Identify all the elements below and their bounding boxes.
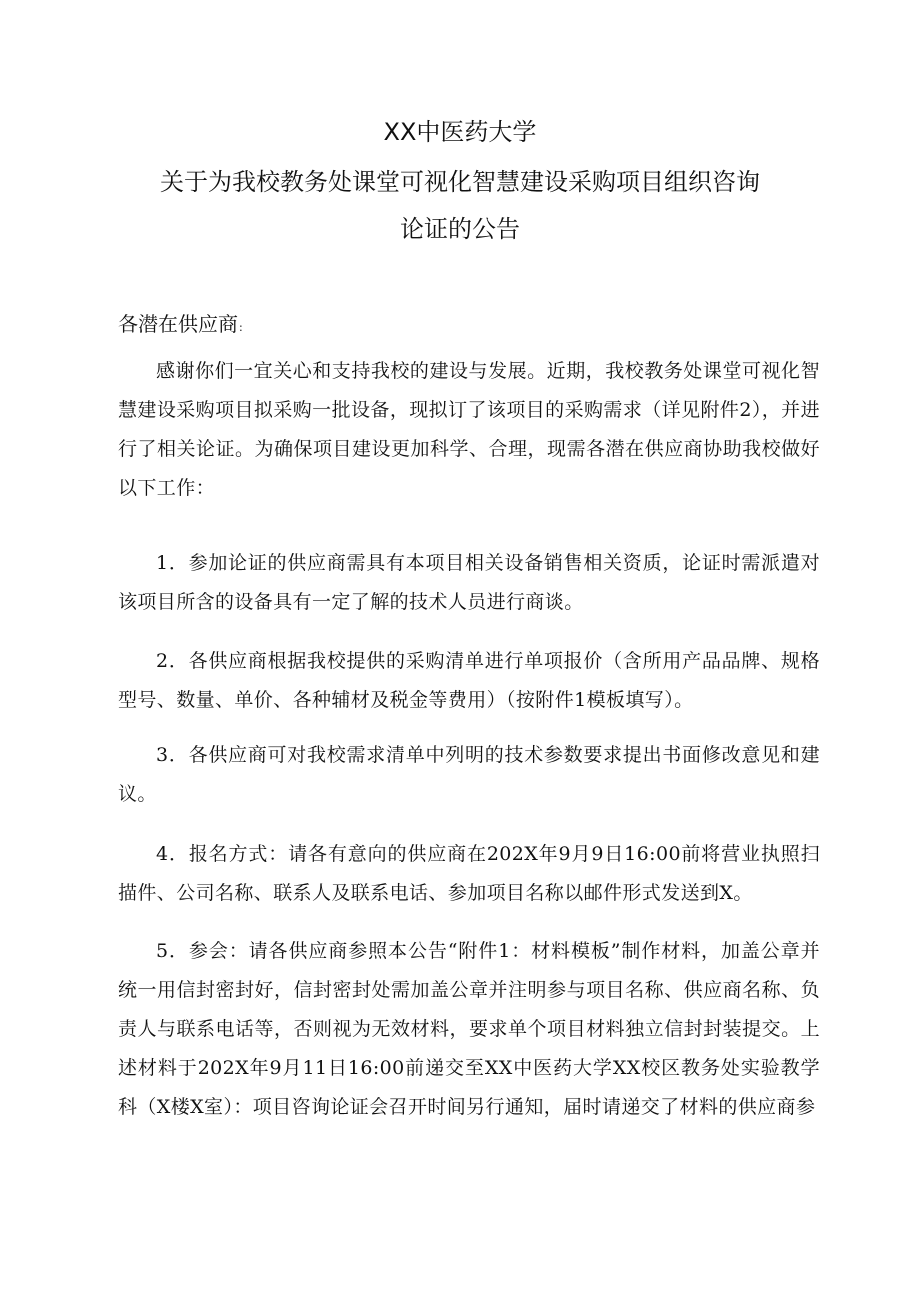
paragraph-item-2: 2．各供应商根据我校提供的采购清单进行单项报价（含所用产品品牌、规格型号、数量、单价、各种辅材及税金等费用）（按附件1模板填写）。 [118, 650, 820, 711]
salutation-colon: : [239, 321, 243, 334]
paragraph-item-4: 4．报名方式：请各有意向的供应商在202X年9月9日16:00前将营业执照扫描件、公司名称、联系人及联系电话、参加项目名称以邮件形式发送到X。 [118, 843, 820, 904]
title-subject: 关于为我校教务处课堂可视化智慧建设采购项目组织咨询 [160, 168, 760, 196]
title-university: XX中医药大学 [383, 118, 537, 146]
paragraph-item-5: 5．参会：请各供应商参照本公告“附件1：材料模板”制作材料，加盖公章并统一用信封密封好，信封密封处需加盖公章并注明参与项目名称、供应商名称、负责人与联系电话等，否则视为无效材料，要求单个项目材料独立信封封装提交。上述材料于202X年9月11日16:00前递交至XX中医药大学XX校区教务处实验教学科（X楼X室）：项目咨询论证会召开时间另行通知，届时请递交了材料的供应商参 [118, 940, 820, 1118]
paragraph-intro: 感谢你们一宜关心和支持我校的建设与发展。近期，我校教务处课堂可视化智慧建设采购项目拟采购一批设备，现拟订了该项目的采购需求（详见附件2），并进行了相关论证。为确保项目建设更加科学、合理，现需各潜在供应商协助我校做好以下工作： [118, 360, 820, 499]
title-suffix: 论证的公告 [400, 215, 520, 243]
salutation-text: 各潜在供应商 [118, 312, 238, 336]
salutation [118, 310, 243, 342]
paragraph-item-1: 1．参加论证的供应商需具有本项目相关设备销售相关资质，论证时需派遣对该项目所含的设备具有一定了解的技术人员进行商谈。 [118, 552, 820, 613]
paragraph-item-3: 3．各供应商可对我校需求清单中列明的技术参数要求提出书面修改意见和建议。 [118, 744, 820, 805]
